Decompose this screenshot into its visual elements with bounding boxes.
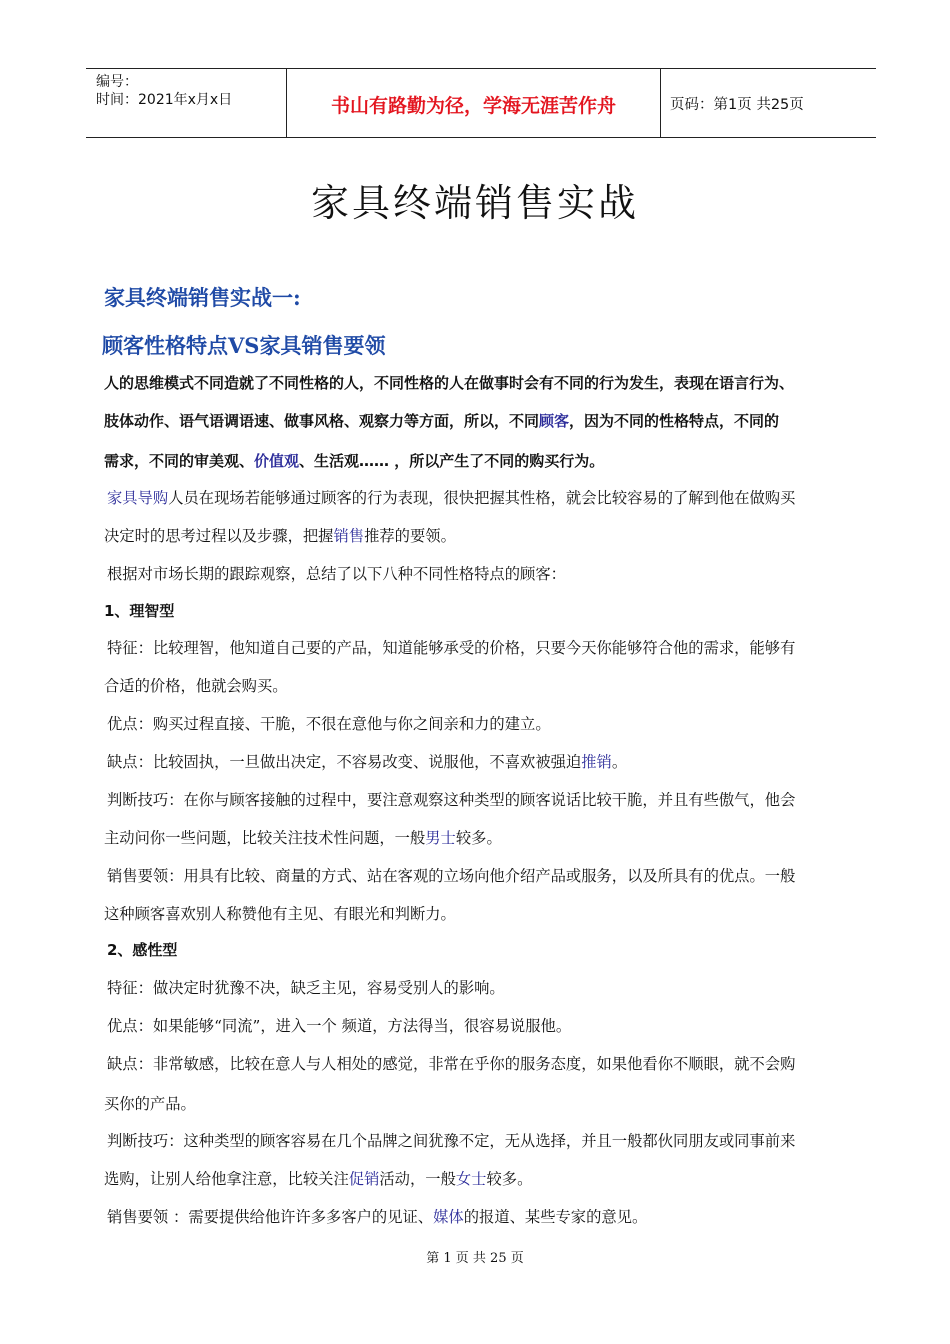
link-media[interactable]: 媒体 [433,1208,464,1226]
text-span: 人员在现场若能够通过顾客的行为表现，很快把握其性格，就会比较容易的了解到他在做购买 [168,489,796,507]
link-customer[interactable]: 顾客 [539,412,570,430]
type-2-pros: 优点：如果能够“同流”，进入一个 频道，方法得当，很容易说服他。 [107,1017,572,1035]
link-values[interactable]: 价值观 [254,452,300,470]
header-meta [96,73,232,109]
type-2-judge-1: 判断技巧：这种类型的顾客容易在几个品牌之间犹豫不定，无从选择，并且一般都伙同朋友或同事前来 [107,1132,796,1150]
type-2-judge-2 [104,1167,874,1189]
para-2-line-1 [107,486,877,508]
type-1-feature-2: 合适的价格，他就会购买。 [104,677,288,695]
link-men[interactable]: 男士 [425,829,456,847]
type-2-cons-2: 买你的产品。 [104,1095,196,1113]
type-2-heading: 2、感性型 [107,941,178,959]
section-title: 家具终端销售实战一: [104,285,301,310]
number-label: 编号： [96,74,138,90]
time-label: 时间：2021年x月x日 [96,92,233,108]
link-promotion-activity[interactable]: 促销 [348,1170,380,1188]
text-span: 决定时的思考过程以及步骤，把握 [104,527,334,545]
link-furniture-guide[interactable]: 家具导购 [107,489,169,507]
header-divider [660,69,661,137]
type-1-judge-1: 判断技巧：在你与顾客接触的过程中，要注意观察这种类型的顾客说话比较干脆，并且有些傲气，他会 [107,791,796,809]
text-span: 销售要领 ：需要提供给他许许多多客户的见证、 [107,1208,434,1226]
text-span: 较多。 [486,1170,533,1188]
type-1-pros: 优点：购买过程直接、干脆，不很在意他与你之间亲和力的建立。 [107,715,551,733]
type-1-heading: 1、理智型 [104,602,175,620]
header-page-label: 页码：第1页 共25页 [670,97,804,113]
intro-line-2 [104,410,874,431]
text-span: 需求，不同的审美观、 [104,452,255,470]
type-1-judge-2 [104,826,874,848]
type-2-cons-1: 缺点：非常敏感，比较在意人与人相处的感觉，非常在乎你的服务态度，如果他看你不顺眼，就不会购 [107,1055,796,1073]
header-table [86,68,876,138]
text-span: 肢体动作、语气语调语速、做事风格、观察力等方面，所以，不同 [104,412,540,430]
para-3: 根据对市场长期的跟踪观察，总结了以下八种不同性格特点的顾客： [107,565,566,583]
subsection-title: 顾客性格特点VS家具销售要领 [102,333,386,358]
type-2-feature: 特征：做决定时犹豫不决，缺乏主见，容易受别人的影响。 [107,979,505,997]
text-span: ，因为不同的性格特点，不同的 [569,412,780,430]
link-promotion[interactable]: 推销 [581,753,612,771]
intro-line-1: 人的思维模式不同造就了不同性格的人，不同性格的人在做事时会有不同的行为发生，表现在语言行为、 [104,374,795,392]
type-1-sales-1: 销售要领：用具有比较、商量的方式、站在客观的立场向他介绍产品或服务，以及所具有的优点。一般 [107,867,796,885]
text-span: 。 [611,753,628,771]
para-2-line-2 [104,524,874,546]
link-women[interactable]: 女士 [455,1170,487,1188]
text-span: 推荐的要领。 [364,527,456,545]
doc-title: 家具终端销售实战 [310,181,639,225]
type-1-sales-2: 这种顾客喜欢别人称赞他有主见、有眼光和判断力。 [104,905,456,923]
text-span: 缺点：比较固执，一旦做出决定，不容易改变、说服他，不喜欢被强迫 [107,753,582,771]
type-1-cons [107,750,877,772]
text-span: 较多。 [455,829,502,847]
intro-line-3 [104,450,874,471]
type-2-sales [107,1205,877,1227]
header-motto: 书山有路勤为径，学海无涯苦作舟 [330,95,616,117]
text-span: 、生活观…… ，所以产生了不同的购买行为。 [299,452,605,470]
page-footer: 第 1 页 共 25 页 [426,1251,524,1266]
text-span: 的报道、某些专家的意见。 [463,1208,648,1226]
text-span: 主动问你一些问题，比较关注技术性问题，一般 [104,829,426,847]
type-1-feature-1: 特征：比较理智，他知道自己要的产品，知道能够承受的价格，只要今天你能够符合他的需求，能够有 [107,639,796,657]
text-span: 选购，让别人给他拿注意，比较关注 [104,1170,349,1188]
link-sales[interactable]: 销售 [333,527,365,545]
text-span: 活动，一般 [379,1170,456,1188]
